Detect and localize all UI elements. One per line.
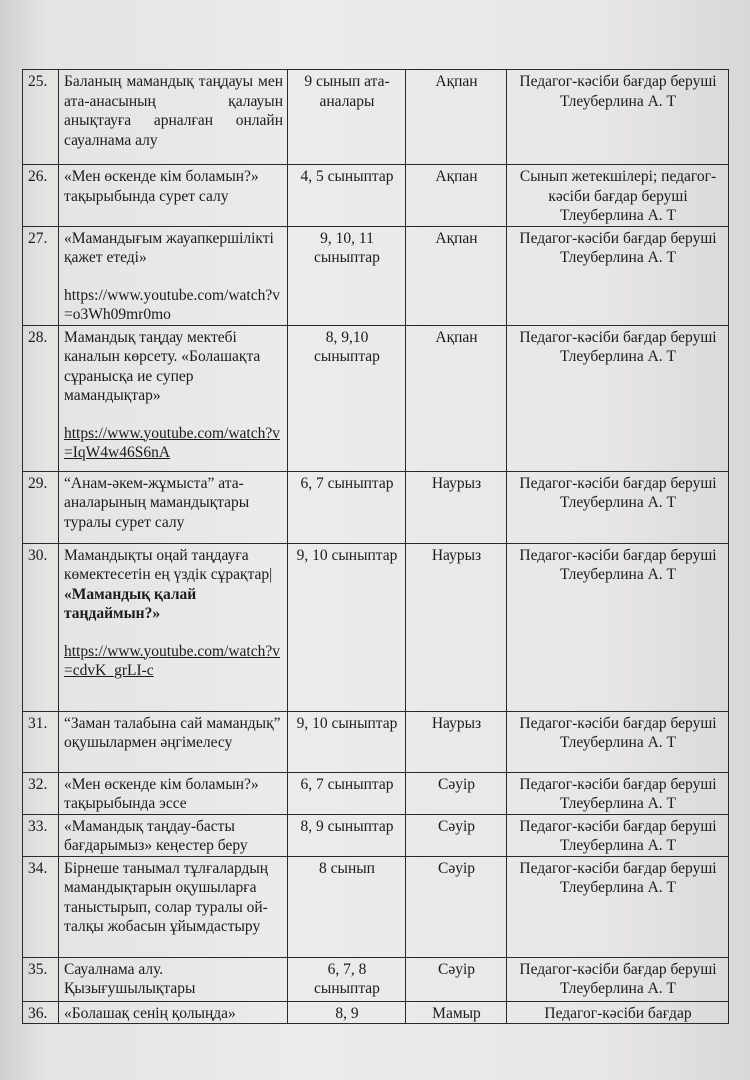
target-classes: 8, 9,10 сыныптар	[288, 325, 406, 471]
row-number: 26.	[23, 165, 59, 227]
event-title: «Мамандық таңдау-басты бағдарымыз» кеңестер беру	[59, 814, 288, 856]
table-row	[23, 471, 729, 543]
row-number: 31.	[23, 711, 59, 772]
event-month: Ақпан	[406, 325, 507, 471]
responsible-person: Педагог-кәсіби бағдар беруші Тлеуберлина А. Т	[507, 471, 729, 543]
row-number: 30.	[23, 543, 59, 711]
video-link[interactable]: https://www.youtube.com/watch?v=o3Wh09mr0mo	[64, 286, 280, 323]
responsible-person: Педагог-кәсіби бағдар беруші Тлеуберлина А. Т	[507, 957, 729, 1001]
event-title: «Мен өскенде кім боламын?» тақырыбында сурет салу	[59, 165, 288, 227]
responsible-person: Педагог-кәсіби бағдар беруші Тлеуберлина А. Т	[507, 70, 729, 165]
row-number: 34.	[23, 856, 59, 957]
target-classes: 8, 9 сыныптар	[288, 814, 406, 856]
event-month: Наурыз	[406, 711, 507, 772]
responsible-person: Педагог-кәсіби бағдар беруші Тлеуберлина А. Т	[507, 325, 729, 471]
video-link[interactable]: https://www.youtube.com/watch?v=cdvK_grLI-c	[64, 642, 280, 679]
target-classes: 8 сынып	[288, 856, 406, 957]
event-month: Наурыз	[406, 543, 507, 711]
table-row	[23, 543, 729, 711]
responsible-person: Педагог-кәсіби бағдар беруші Тлеуберлина А. Т	[507, 814, 729, 856]
event-month: Ақпан	[406, 226, 507, 325]
table-row	[23, 165, 729, 227]
responsible-person: Педагог-кәсіби бағдар беруші Тлеуберлина А. Т	[507, 711, 729, 772]
event-month: Ақпан	[406, 165, 507, 227]
row-number: 28.	[23, 325, 59, 471]
event-title: Мамандықты оңай таңдауға көмектесетін ең үздік сұрақтар| «Мамандық қалай таңдаймын?» https://www.youtube.com/watch?v=cdvK_grLI-c	[59, 543, 288, 711]
video-link[interactable]: https://www.youtube.com/watch?v=IqW4w46S6nA	[64, 424, 280, 461]
row-number: 36.	[23, 1001, 59, 1024]
event-title: Сауалнама алу. Қызығушылықтары	[59, 957, 288, 1001]
row-number: 32.	[23, 772, 59, 814]
table-row	[23, 957, 729, 1001]
event-month: Сәуір	[406, 772, 507, 814]
event-title: «Болашақ сенің қолыңда»	[59, 1001, 288, 1024]
event-title: «Мамандығым жауапкершілікті қажет етеді» https://www.youtube.com/watch?v=o3Wh09mr0mo	[59, 226, 288, 325]
events-table	[22, 69, 729, 1024]
event-month: Сәуір	[406, 814, 507, 856]
responsible-person: Педагог-кәсіби бағдар беруші Тлеуберлина А. Т	[507, 856, 729, 957]
event-title: “Заман талабына сай мамандық” оқушылармен әңгімелесу	[59, 711, 288, 772]
event-month: Наурыз	[406, 471, 507, 543]
table-row	[23, 325, 729, 471]
table-row	[23, 226, 729, 325]
table-row	[23, 814, 729, 856]
event-title: Бірнеше танымал тұлғалардың мамандықтарын оқушыларға таныстырып, солар туралы ой-талқы жобасын ұйымдастыру	[59, 856, 288, 957]
row-number: 27.	[23, 226, 59, 325]
event-title: «Мен өскенде кім боламын?» тақырыбында эссе	[59, 772, 288, 814]
event-month: Сәуір	[406, 957, 507, 1001]
row-number: 29.	[23, 471, 59, 543]
responsible-person: Педагог-кәсіби бағдар беруші Тлеуберлина А. Т	[507, 772, 729, 814]
target-classes: 4, 5 сыныптар	[288, 165, 406, 227]
event-title: Мамандық таңдау мектебі каналын көрсету. «Болашақта сұранысқа ие супер мамандықтар» https://www.youtube.com/watch?v=IqW4w46S6nA	[59, 325, 288, 471]
event-title-bold: «Мамандық қалай таңдаймын?»	[64, 585, 197, 622]
responsible-person: Педагог-кәсіби бағдар беруші Тлеуберлина А. Т	[507, 226, 729, 325]
table-row	[23, 70, 729, 165]
responsible-person: Педагог-кәсіби бағдар беруші Тлеуберлина А. Т	[507, 543, 729, 711]
row-number: 35.	[23, 957, 59, 1001]
table-row	[23, 856, 729, 957]
target-classes: 9, 10 сыныптар	[288, 711, 406, 772]
row-number: 25.	[23, 70, 59, 165]
responsible-person: Педагог-кәсіби бағдар	[507, 1001, 729, 1024]
table-row	[23, 772, 729, 814]
responsible-person: Сынып жетекшілері; педагог-кәсіби бағдар беруші Тлеуберлина А. Т	[507, 165, 729, 227]
target-classes: 6, 7 сыныптар	[288, 471, 406, 543]
target-classes: 9, 10, 11 сыныптар	[288, 226, 406, 325]
table-row	[23, 1001, 729, 1024]
target-classes: 6, 7 сыныптар	[288, 772, 406, 814]
table-row	[23, 711, 729, 772]
event-title: “Анам-әкем-жұмыста” ата-аналарының мамандықтары туралы сурет салу	[59, 471, 288, 543]
target-classes: 9, 10 сыныптар	[288, 543, 406, 711]
event-title: Баланың мамандық таңдауы мен ата-анасының қалауын анықтауға арналған онлайн сауалнама алу	[59, 70, 288, 165]
event-month: Ақпан	[406, 70, 507, 165]
event-month: Мамыр	[406, 1001, 507, 1024]
event-month: Сәуір	[406, 856, 507, 957]
target-classes: 8, 9	[288, 1001, 406, 1024]
target-classes: 6, 7, 8 сыныптар	[288, 957, 406, 1001]
row-number: 33.	[23, 814, 59, 856]
target-classes: 9 сынып ата-аналары	[288, 70, 406, 165]
